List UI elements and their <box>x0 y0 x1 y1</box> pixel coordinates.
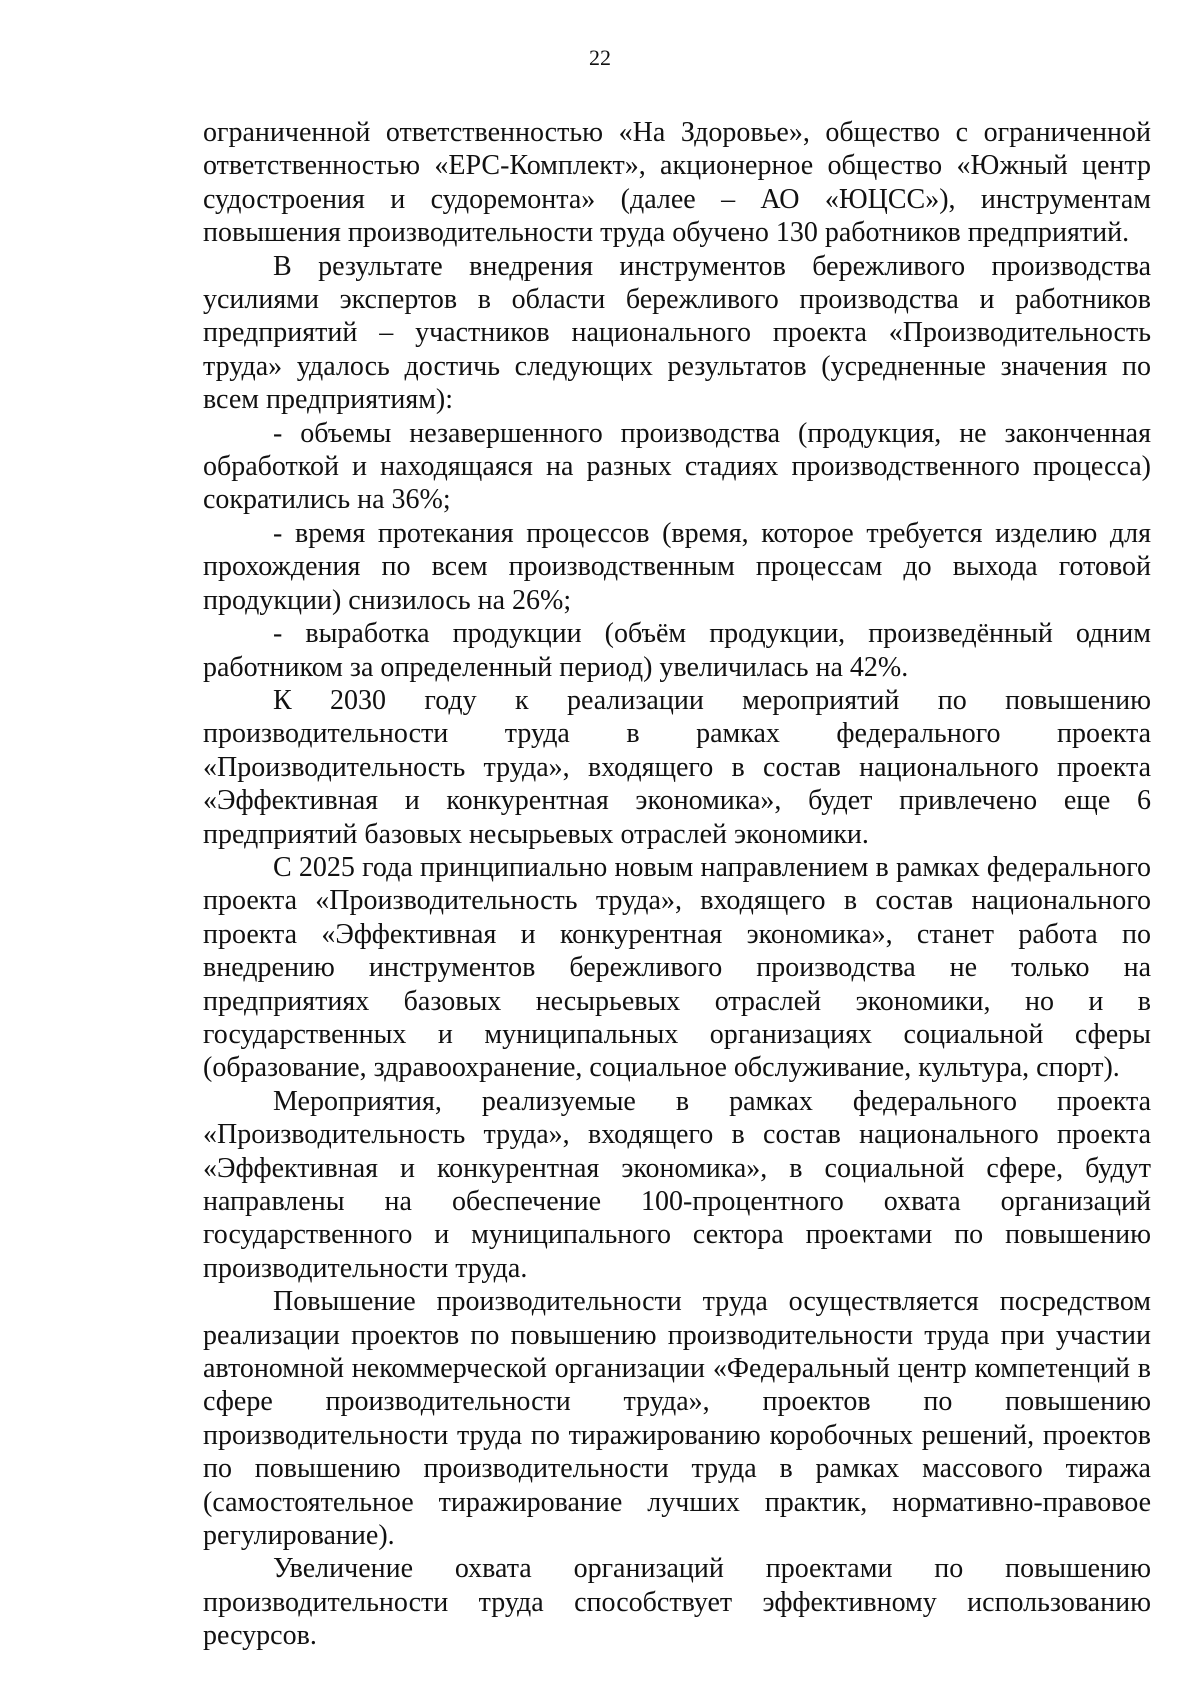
paragraph-continuation: ограниченной ответственностью «На Здоровье», общество с ограниченной ответственностью «ЕРС-Комплект», акционерное общество «Южный центр судостроения и судоремонта» (далее – АО «ЮЦСС»), инструментам повышения производительности труда обучено 130 работников предприятий. <box>203 117 1151 249</box>
paragraph-2030-plan: К 2030 году к реализации мероприятий по повышению производительности труда в рамках федерального проекта «Производительность труда», входящего в состав национального проекта «Эффективная и конкурентная экономика», будет привлечено еще 6 предприятий базовых несырьевых отраслей экономики. <box>203 684 1151 850</box>
page-number: 22 <box>589 45 611 70</box>
list-item-process-time: - время протекания процессов (время, которое требуется изделию для прохождения по всем производственным процессам до выхода готовой продукции) снизилось на 26%; <box>203 517 1151 616</box>
paragraph-social-sphere: Мероприятия, реализуемые в рамках федерального проекта «Производительность труда», входящего в состав национального проекта «Эффективная и конкурентная экономика», в социальной сфере, будут направлены на обеспечение 100-процентного охвата организаций государственного и муниципального сектора проектами по повышению производительности труда. <box>203 1085 1151 1284</box>
document-body <box>203 116 1151 1653</box>
paragraph-results-intro: В результате внедрения инструментов бережливого производства усилиями экспертов в области бережливого производства и работников предприятий – участников национального проекта «Производительность труда» удалось достичь следующих результатов (усредненные значения по всем предприятиям): <box>203 250 1151 416</box>
paragraph-productivity-increase: Повышение производительности труда осуществляется посредством реализации проектов по повышению производительности труда при участии автономной некоммерческой организации «Федеральный центр компетенций в сфере производительности труда», проектов по повышению производительности труда по тиражированию коробочных решений, проектов по повышению производительности труда в рамках массового тиража (самостоятельное тиражирование лучших практик, нормативно-правовое регулирование). <box>203 1286 1151 1552</box>
list-item-output: - выработка продукции (объём продукции, произведённый одним работником за определенный период) увеличилась на 42%. <box>203 618 1151 683</box>
paragraph-2025-direction: С 2025 года принципиально новым направлением в рамках федерального проекта «Производительность труда», входящего в состав национального проекта «Эффективная и конкурентная экономика», станет работа по внедрению инструментов бережливого производства не только на предприятиях базовых несырьевых отраслей экономики, но и в государственных и муниципальных организациях социальной сферы (образование, здравоохранение, социальное обслуживание, культура, спорт). <box>203 851 1151 1084</box>
paragraph-coverage: Увеличение охвата организаций проектами по повышению производительности труда способствует эффективному использованию ресурсов. <box>203 1553 1151 1652</box>
list-item-wip-volumes: - объемы незавершенного производства (продукция, не законченная обработкой и находящаяся на разных стадиях производственного процесса) сократились на 36%; <box>203 417 1151 516</box>
